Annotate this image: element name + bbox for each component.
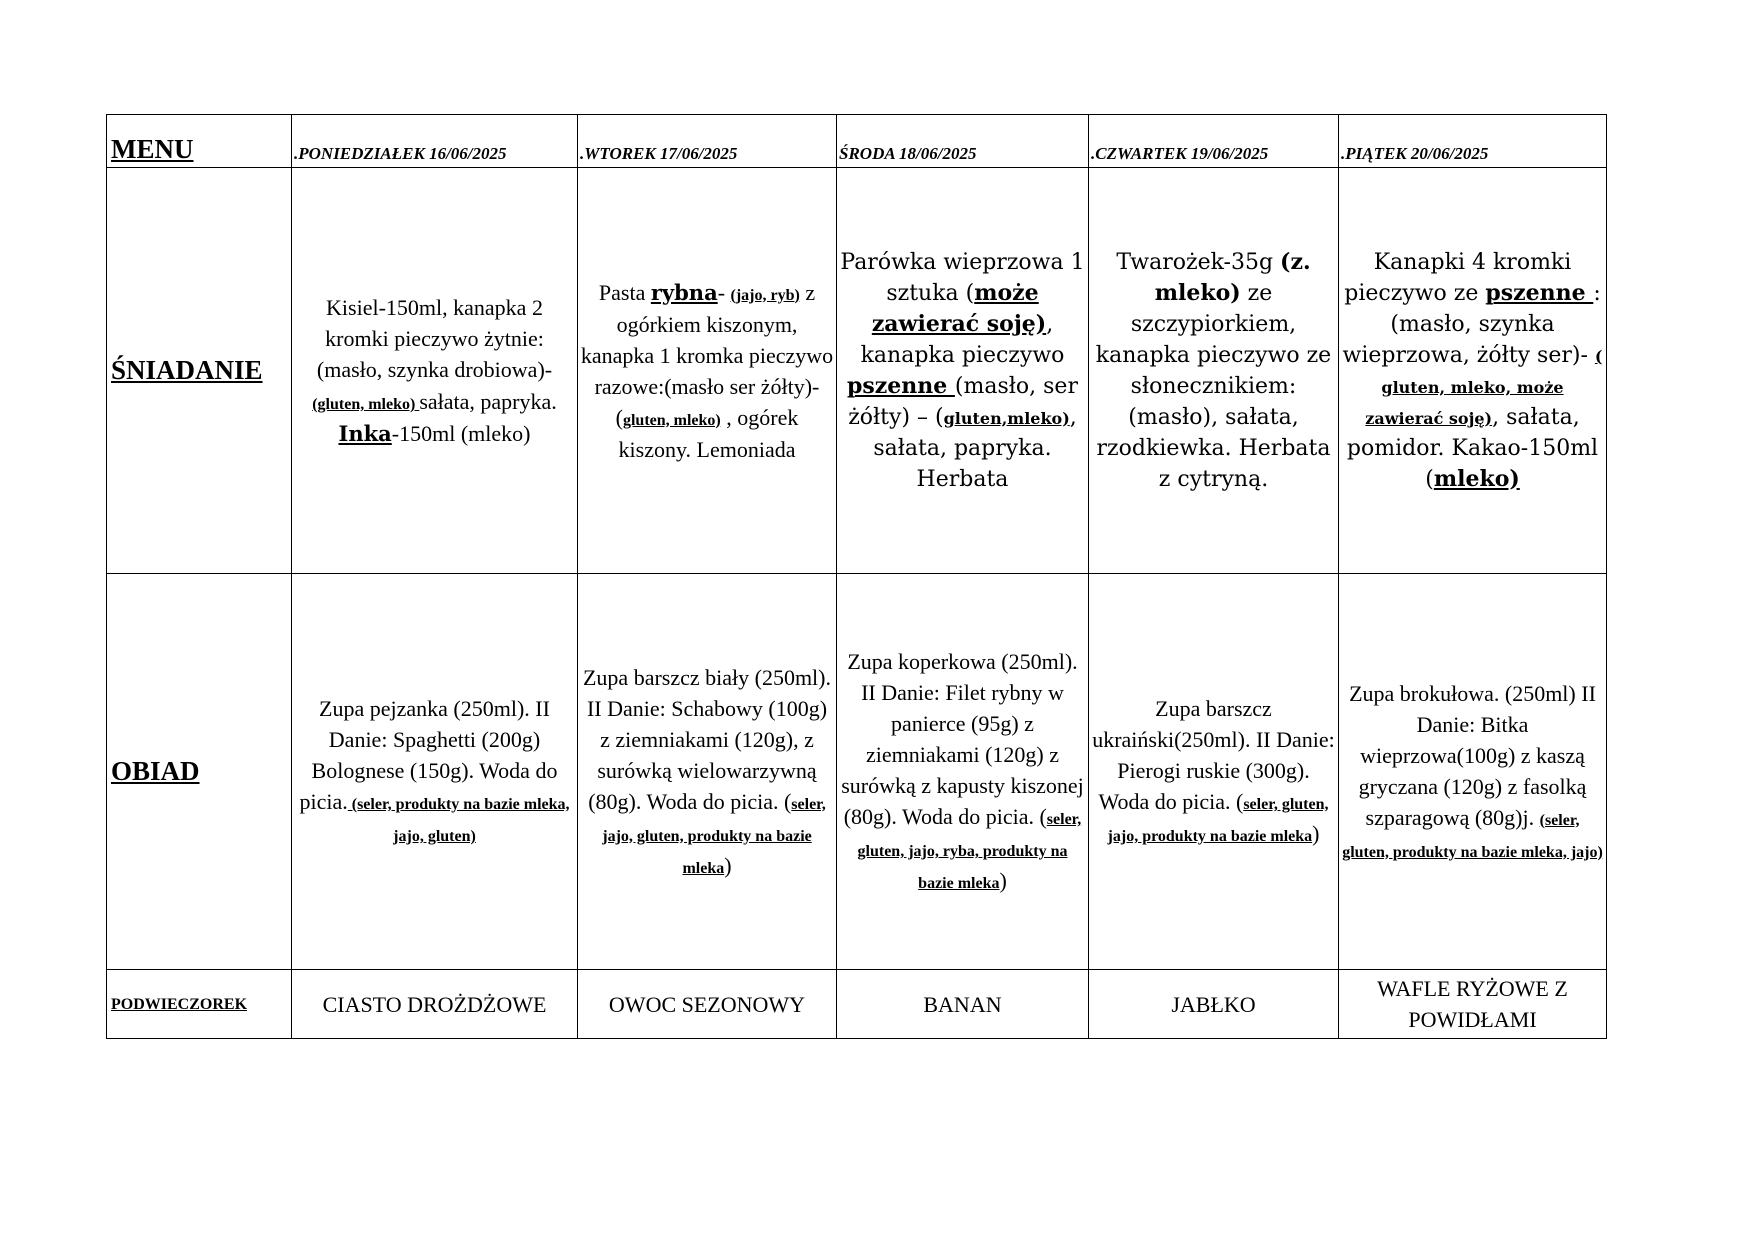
menu-title: MENU (107, 115, 292, 168)
allergens: gluten,mleko) (943, 408, 1070, 428)
text: (masło, ser żółty) – ( (848, 373, 1078, 430)
text: , sałata, papryka. Herbata (873, 404, 1077, 492)
text: - (717, 279, 731, 305)
breakfast-friday (1339, 168, 1607, 574)
day-header-tuesday: .WTOREK 17/06/2025 (578, 115, 837, 168)
text: Zupa barszcz biały (250ml). II Danie: Schabowy (100g) z ziemniakami (120g), z surówką wielowarzywną (80g). Woda do picia. ( (582, 664, 831, 814)
text: ze szczypiorkiem, kanapka pieczywo ze słonecznikiem: (masło), sałata, rzodkiewka. Herbata z cytryną. (1095, 280, 1332, 492)
snack-thursday: JABŁKO (1089, 970, 1339, 1039)
text: , kanapka pieczywo (860, 311, 1065, 368)
row-label-lunch: OBIAD (107, 574, 292, 970)
lunch-row (107, 574, 1607, 970)
allergens: (jajo, ryb) (730, 286, 800, 304)
highlight: pszenne (1485, 279, 1594, 306)
day-header-wednesday: ŚRODA 18/06/2025 (837, 115, 1089, 168)
breakfast-row (107, 168, 1607, 574)
text: Zupa barszcz ukraiński(250ml). II Danie: Pierogi ruskie (300g). Woda do picia. ( (1092, 696, 1335, 814)
text: ) (1312, 821, 1320, 846)
row-label-breakfast: ŚNIADANIE (107, 168, 292, 574)
text: sałata, papryka. (419, 389, 557, 414)
breakfast-wednesday (837, 168, 1089, 574)
text: -150ml (mleko) (391, 421, 531, 446)
highlight: pszenne (847, 372, 955, 399)
allergens: gluten, mleko) (622, 411, 721, 429)
allergens: seler, jajo, gluten, produkty na bazie mleka (602, 795, 826, 877)
text: , sałata, pomidor. Kakao-150ml ( (1346, 404, 1599, 492)
menu-table (106, 114, 1607, 1039)
breakfast-monday (292, 168, 578, 574)
text: Pasta (598, 279, 651, 305)
allergens: seler, gluten, jajo, ryba, produkty na bazie mleka (857, 811, 1082, 892)
text: ) (724, 852, 732, 878)
allergens: seler, gluten, jajo, produkty na bazie mleka (1107, 796, 1329, 845)
day-header-friday: .PIĄTEK 20/06/2025 (1339, 115, 1607, 168)
breakfast-thursday (1089, 168, 1339, 574)
text: ) (999, 868, 1007, 893)
lunch-thursday (1089, 574, 1339, 970)
lunch-monday (292, 574, 578, 970)
allergens: (gluten, mleko) (312, 396, 420, 413)
text: Parówka wieprzowa 1 sztuka ( (840, 249, 1085, 306)
allergens: (seler, produkty na bazie mleka, jajo, gluten) (347, 796, 570, 845)
allergens: ( gluten, mleko, może zawierać soję) (1365, 346, 1603, 428)
text: Kanapki 4 kromki pieczywo ze (1344, 249, 1572, 306)
lunch-tuesday (578, 574, 837, 970)
highlight: Inka (338, 421, 392, 446)
text: Zupa koperkowa (250ml). II Danie: Filet rybny w panierce (95g) z ziemniakami (120g) z surówką z kapusty kiszonej (80g). Woda do picia. ( (841, 649, 1084, 829)
text: Twarożek-35g (1116, 249, 1281, 275)
snack-tuesday: OWOC SEZONOWY (578, 970, 837, 1039)
highlight: może zawierać soję) (871, 279, 1047, 337)
day-header-monday: .PONIEDZIAŁEK 16/06/2025 (292, 115, 578, 168)
highlight: mleko) (1433, 465, 1520, 492)
text: :(masło, szynka wieprzowa, żółty ser)- (1342, 280, 1601, 368)
breakfast-tuesday (578, 168, 837, 574)
snack-friday: WAFLE RYŻOWE Z POWIDŁAMI (1339, 970, 1607, 1039)
highlight: rybna (650, 279, 718, 305)
lunch-friday (1339, 574, 1607, 970)
allergens: (seler, gluten, produkty na bazie mleka, jajo) (1342, 811, 1603, 861)
day-header-thursday: .CZWARTEK 19/06/2025 (1089, 115, 1339, 168)
text: z ogórkiem kiszonym, kanapka 1 kromka pieczywo razowe:(masło ser żółty)-( (580, 279, 834, 430)
snack-monday: CIASTO DROŻDŻOWE (292, 970, 578, 1039)
highlight: (z. mleko) (1154, 248, 1311, 306)
text: Zupa brokułowa. (250ml) II Danie: Bitka wieprzowa(100g) z kaszą gryczana (120g) z fasolką szparagową (80g)j. (1349, 680, 1596, 830)
row-label-snack: PODWIECZOREK (107, 970, 292, 1039)
lunch-wednesday (837, 574, 1089, 970)
text: Kisiel-150ml, kanapka 2 kromki pieczywo żytnie:(masło, szynka drobiowa)- (316, 295, 553, 382)
snack-wednesday: BANAN (837, 970, 1089, 1039)
header-row (107, 115, 1607, 168)
snack-row (107, 970, 1607, 1039)
text: , ogórek kiszony. Lemoniada (618, 404, 799, 462)
text: Zupa pejzanka (250ml). II Danie: Spaghetti (200g) Bolognese (150g). Woda do picia. (299, 696, 558, 814)
